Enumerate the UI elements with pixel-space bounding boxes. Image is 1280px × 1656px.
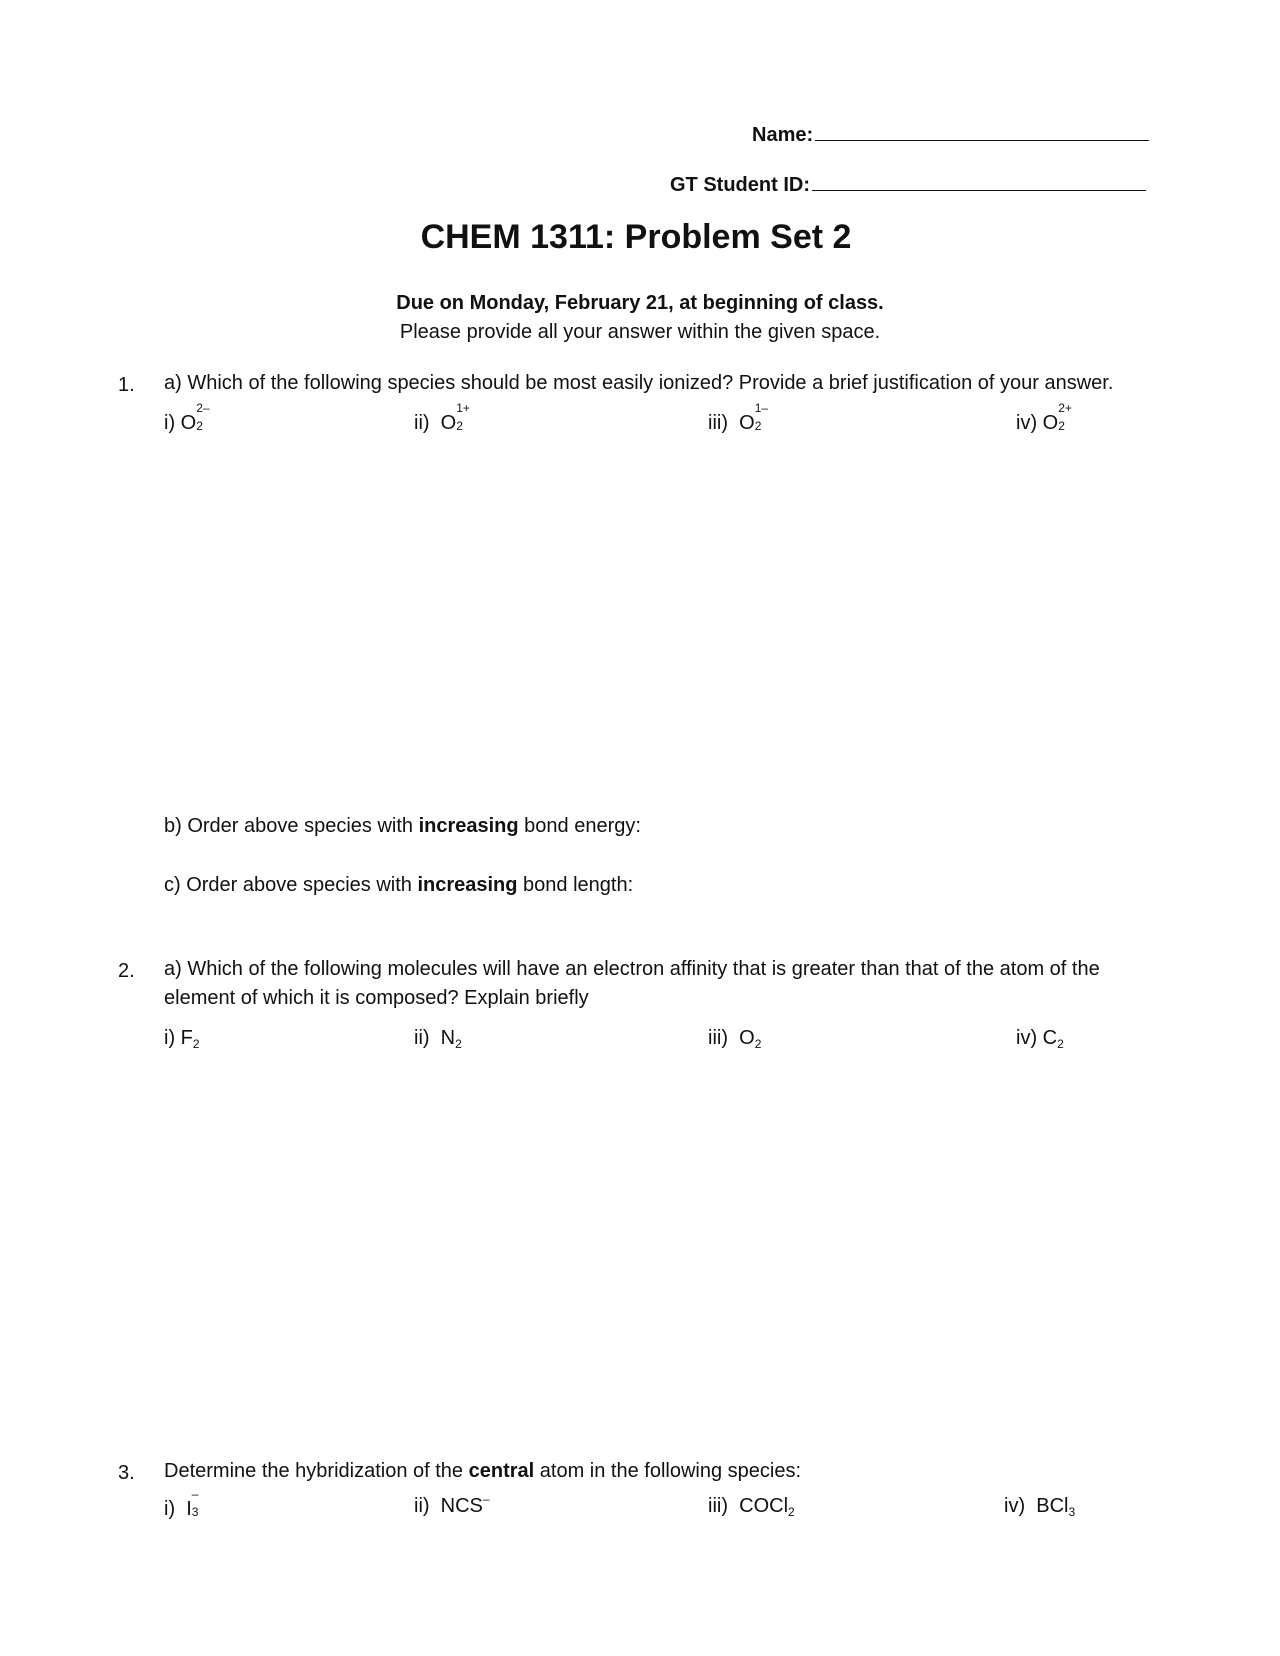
q1-part-c: c) Order above species with increasing bond length: [164,874,634,896]
due-line: Due on Monday, February 21, at beginning of class. [396,292,884,314]
student-id-label: GT Student ID: [670,174,810,196]
q1-part-a: a) Which of the following species should be most easily ionized? Provide a brief justification of your answer. [164,372,1114,394]
name-field[interactable] [752,120,1149,147]
student-id-field[interactable] [670,170,1146,197]
q2-option-iii: iii) $O_2$ [708,1027,762,1051]
q2-option-iv: iv) $C_2$ [1016,1027,1064,1051]
q3-option-iv: iv) BCl$_3$ [1004,1495,1076,1519]
q1-option-iii: iii) O 1– 2 [708,401,769,434]
q1-number: 1. [118,374,135,396]
q2-option-i: i) $F_2$ [164,1027,200,1051]
q2-part-a: a) Which of the following molecules will have an electron affinity that is greater than that of the atom of the element of which it is composed? Explain briefly [164,958,1100,1009]
q1-option-ii: ii) O 1+ 2 [414,401,470,434]
q3-option-iii: iii) COCl$_2$ [708,1495,795,1519]
q1-option-iv: iv) O 2+ 2 [1016,401,1072,434]
q1-option-i: i) O 2– 2 [164,401,210,434]
q3-text: Determine the hybridization of the central atom in the following species: [164,1460,802,1482]
name-blank-line[interactable] [815,120,1149,141]
name-label: Name: [752,124,814,146]
page-title: CHEM 1311: Problem Set 2 [420,218,852,256]
student-id-blank-line[interactable] [812,170,1146,191]
q1-part-b: b) Order above species with increasing bond energy: [164,815,641,837]
q3-option-ii: ii) NCS– [414,1492,490,1517]
q2-option-ii: ii) $N_2$ [414,1027,462,1051]
q2-number: 2. [118,960,135,982]
instruction-line: Please provide all your answer within the given space. [399,321,881,343]
q3-option-i: i) I – 3 [164,1487,199,1520]
q3-number: 3. [118,1462,135,1484]
